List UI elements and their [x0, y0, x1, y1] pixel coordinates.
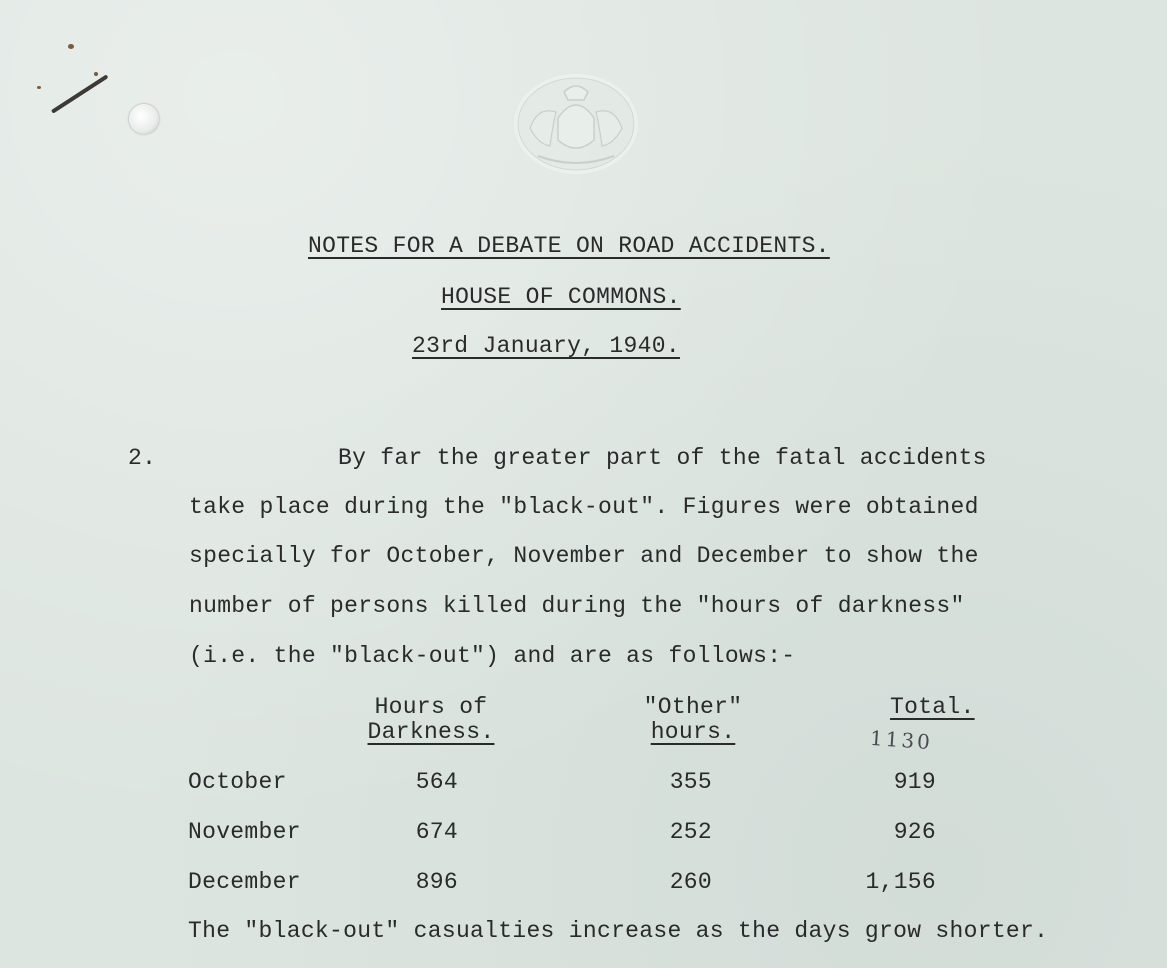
- paragraph-line: By far the greater part of the fatal accidents: [338, 445, 987, 471]
- paragraph-number: 2.: [128, 445, 157, 471]
- stain-mark: [94, 72, 98, 76]
- paragraph-line: take place during the "black-out". Figures were obtained: [189, 494, 979, 520]
- row-darkness-value: 674: [415, 819, 458, 845]
- column-header-other-line1: "Other": [643, 694, 743, 720]
- row-other-value: 260: [669, 869, 712, 895]
- row-month: November: [188, 819, 301, 845]
- document-title: NOTES FOR A DEBATE ON ROAD ACCIDENTS.: [308, 233, 830, 259]
- conclusion-sentence: The "black-out" casualties increase as the days grow shorter.: [188, 918, 1049, 944]
- document-subtitle: HOUSE OF COMMONS.: [441, 284, 681, 310]
- row-other-value: 252: [669, 819, 712, 845]
- column-header-darkness-line2: Darkness.: [367, 719, 495, 745]
- row-darkness-value: 896: [415, 869, 458, 895]
- column-header-total: Total.: [890, 694, 975, 720]
- row-darkness-value: 564: [415, 769, 458, 795]
- paragraph-line: (i.e. the "black-out") and are as follows:-: [189, 643, 796, 669]
- row-month: December: [188, 869, 301, 895]
- punch-hole: [129, 104, 159, 134]
- column-header-darkness-line1: Hours of: [374, 694, 488, 720]
- paragraph-line: number of persons killed during the "hours of darkness": [189, 593, 965, 619]
- row-total-value: 926: [893, 819, 936, 845]
- stain-mark: [37, 86, 41, 89]
- staple-mark: [51, 74, 109, 113]
- document-date: 23rd January, 1940.: [412, 333, 680, 359]
- row-month: October: [188, 769, 287, 795]
- stain-mark: [68, 44, 74, 49]
- paragraph-line: specially for October, November and December to show the: [189, 543, 979, 569]
- row-total-value: 1,156: [865, 869, 936, 895]
- row-other-value: 355: [669, 769, 712, 795]
- row-total-value: 919: [893, 769, 936, 795]
- column-header-other-line2: hours.: [650, 719, 736, 745]
- handwritten-annotation: 1130: [869, 725, 934, 755]
- embossed-crest-seal: [508, 68, 644, 176]
